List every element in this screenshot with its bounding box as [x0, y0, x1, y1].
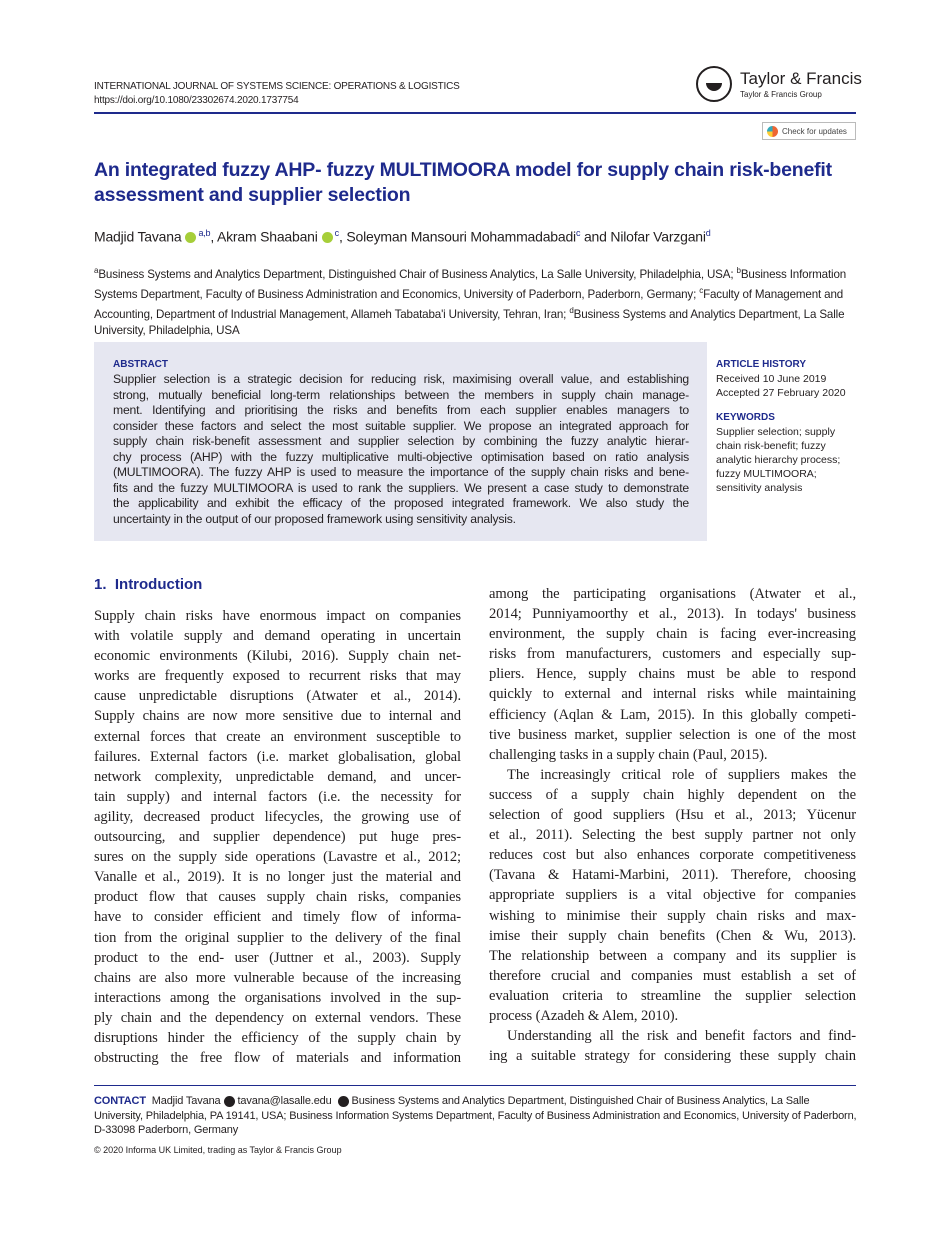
text-line: reduces cost but also enhances corporate competitiveness — [489, 847, 856, 864]
contact-name: Madjid Tavana — [151, 1095, 221, 1107]
text-line: product to the end- user (Juttner et al., 2003). Supply — [94, 949, 461, 966]
copyright: © 2020 Informa UK Limited, trading as Taylor & Francis Group — [94, 1145, 342, 1155]
text-line: environment, the supply chain is facing ever-increasing — [489, 626, 856, 643]
crossmark-icon — [767, 126, 778, 137]
affiliation: Business Systems and Analytics Department, Distinguished Chair of Business Analytics, La Salle University, Philadelphia, USA; — [98, 267, 737, 281]
text-line: Supply chains are now more sensitive due to internal and — [94, 708, 461, 725]
text-line: 2014; Punniyamoorthy et al., 2013). In todays' business — [489, 606, 856, 623]
text-line: tain supply) and internal factors (i.e. the necessity for — [94, 788, 461, 805]
text-line: quickly to external and internal risks while maintaining — [489, 686, 856, 703]
text-line: with volatile supply and demand operating in uncertain — [94, 628, 461, 645]
publisher-logo — [696, 66, 862, 102]
orcid-icon[interactable] — [322, 232, 333, 243]
contact-email[interactable]: tavana@lasalle.edu — [237, 1095, 332, 1107]
author-name: Nilofar Varzgani — [610, 228, 706, 245]
text-line: works are frequently exposed to recurrent risks that may — [94, 668, 461, 685]
affiliation: Faculty of Management and Accounting, Department of Industrial Management, Allameh Tabataba'i University, Tehran, Iran; — [94, 287, 844, 321]
author-sup: c — [334, 228, 339, 238]
affiliation: Business Information Systems Department, Faculty of Business Administration and Economics, University of Paderborn, Paderborn, Germany; — [94, 267, 847, 301]
text-line: The relationship between a company and its supplier is — [489, 947, 856, 964]
text-line: (Tavana & Hatami-Marbini, 2011). Therefore, choosing — [489, 867, 856, 884]
text-line: fits and the fuzzy MULTIMOORA is used to rank the suppliers. We present a case study to demonstrate — [113, 480, 689, 495]
abstract-heading: ABSTRACT — [113, 359, 168, 370]
text-line: et al., 2011). Selecting the best supply partner not only — [489, 827, 856, 844]
check-updates-label: Check for updates — [782, 126, 847, 136]
text-line: agility, decreased product lifecycles, the growing use of — [94, 808, 461, 825]
sep: and — [580, 228, 611, 245]
text-line: process (Azadeh & Alem, 2010). — [489, 1007, 679, 1024]
text-line: product flow that causes supply chain risks, companies — [94, 889, 461, 906]
text-line: wishing to minimise their supply chain risks and max- — [489, 907, 856, 924]
text-line: external forces that create an environment susceptible to — [94, 728, 461, 745]
received-date: Received 10 June 2019 — [716, 373, 827, 385]
affil-sup: b — [736, 266, 741, 275]
text-line: the applicability and exhibit the efficacy of the proposed integrated framework. We also study the — [113, 496, 689, 510]
text-line: appropriate suppliers is a vital objective for companies — [489, 887, 856, 904]
keyword-line: fuzzy MULTIMOORA; — [716, 468, 817, 480]
section-number: 1. — [94, 576, 107, 593]
keyword-line: sensitivity analysis — [716, 482, 803, 494]
accepted-date: Accepted 27 February 2020 — [716, 387, 846, 399]
text-line: evaluation criteria to streamline the supplier selection — [489, 987, 856, 1004]
text-line: Understanding all the risk and benefit factors and find- — [507, 1028, 856, 1045]
affiliation: Business Systems and Analytics Department, La Salle University, Philadelphia, USA — [94, 307, 845, 337]
keywords-heading: KEYWORDS — [716, 412, 775, 423]
text-line: network complexity, unpredictable demand, and uncer- — [94, 768, 461, 785]
text-line: tion from the original supplier to the delivery of the final — [94, 929, 461, 946]
text-line: consider these factors and select the most suitable supplier. We propose an integrated approach for — [113, 418, 689, 433]
article-history — [716, 358, 846, 400]
keyword-line: chain risk-benefit; fuzzy — [716, 440, 826, 452]
section-heading — [94, 576, 202, 593]
author-sup: c — [575, 228, 581, 238]
text-line: risks from manufacturers, customers and especially sup- — [489, 646, 856, 663]
paper-title: An integrated fuzzy AHP- fuzzy MULTIMOORA model for supply chain risk-benefit assessment and supplier selection — [94, 159, 832, 206]
doi-link[interactable]: https://doi.org/10.1080/23302674.2020.1737754 — [94, 95, 299, 106]
text-line: ply chain and the dependency on external vendors. These — [94, 1009, 461, 1026]
text-line: outsourcing, and supplier dependence) put huge pres- — [94, 829, 461, 846]
header-rule — [94, 112, 856, 114]
author-name: Soleyman Mansouri Mohammadabadi — [346, 228, 576, 245]
address-icon — [338, 1096, 349, 1107]
text-line: disruptions hinder the efficiency of the supply chain by — [94, 1029, 461, 1046]
contact-info — [94, 1094, 858, 1138]
text-line: efficiency (Aqlan & Lam, 2015). In this globally competi- — [489, 706, 856, 723]
publisher-group: Taylor & Francis Group — [740, 89, 822, 99]
section-title: Introduction — [114, 576, 203, 593]
text-line: tive business market, supplier selection is one of the most — [489, 726, 856, 743]
text-line: success of a supply chain highly dependent on the — [489, 786, 856, 803]
text-line: strong, mutually beneficial long-term relationships between the members in supply chain manage- — [113, 387, 689, 402]
text-line: ment. Identifying and prioritising the risks and benefits from each supplier enables managers to — [113, 403, 689, 417]
text-line: selection of good suppliers (Hsu et al., 2013; Yücenur — [489, 807, 856, 824]
email-icon — [224, 1096, 235, 1107]
text-line: The increasingly critical role of suppliers makes the — [507, 766, 856, 783]
text-line: have to consider efficient and timely flow of informa- — [94, 909, 461, 926]
text-line: among the participating organisations (Atwater et al., — [489, 586, 856, 602]
check-for-updates-button[interactable] — [762, 122, 856, 140]
text-line: obstructing the free flow of materials and information — [94, 1050, 461, 1067]
sep: , — [338, 228, 347, 245]
text-line: (MULTIMOORA). The fuzzy AHP is used to measure the importance of the supply chain risks and bene- — [113, 465, 689, 479]
sep: , — [210, 228, 217, 245]
body-right-column — [489, 584, 856, 1066]
contact-label: CONTACT — [94, 1095, 146, 1107]
article-history-heading: ARTICLE HISTORY — [716, 359, 807, 370]
affiliations — [94, 263, 858, 339]
text-line: economic environments (Kilubi, 2016). Supply chain net- — [94, 648, 461, 665]
text-line: imise their supply chain benefits (Chen & Wu, 2013). — [489, 927, 856, 944]
author-sup: a,b — [198, 228, 211, 238]
affil-sup: c — [699, 285, 704, 295]
affil-sup: d — [569, 305, 574, 315]
text-line: Vanalle et al., 2019). It is no longer just the material and — [94, 869, 461, 886]
journal-header — [94, 80, 460, 108]
text-line: challenging tasks in a supply chain (Paul, 2015). — [489, 746, 768, 763]
text-line: Supplier selection is a strategic decision for reducing risk, maximising overall value, and establishing — [113, 372, 689, 386]
orcid-icon[interactable] — [185, 232, 196, 243]
text-line: Supply chain risks have enormous impact on companies — [94, 608, 461, 624]
journal-name: INTERNATIONAL JOURNAL OF SYSTEMS SCIENCE: OPERATIONS & LOGISTICS — [94, 81, 460, 92]
text-line: cause unpredictable disruptions (Atwater et al., 2014). — [94, 688, 461, 705]
publisher-name: Taylor & Francis — [740, 68, 862, 88]
text-line: ing a suitable strategy for considering these supply chain — [489, 1048, 856, 1065]
author-name: Akram Shaabani — [216, 228, 318, 245]
text-line: chy process (AHP) with the fuzzy multiplicative multi-objective optimisation based on ratio analysis — [113, 449, 689, 464]
text-line: failures. External factors (i.e. market globalisation, global — [94, 748, 461, 765]
keyword-line: Supplier selection; supply — [716, 426, 836, 438]
author-list — [94, 228, 711, 245]
abstract-text — [113, 372, 689, 527]
text-line: supply chain risk-benefit assessment and supplier selection by combining the fuzzy analytic hierar- — [113, 434, 689, 448]
keyword-line: analytic hierarchy process; — [716, 454, 841, 466]
footer-rule — [94, 1085, 856, 1086]
teapot-logo-icon — [696, 66, 732, 102]
text-line: therefore crucial and companies must establish a set of — [489, 967, 856, 984]
body-left-column — [94, 606, 461, 1068]
text-line: uncertainty in the output of our proposed framework using sensitivity analysis. — [113, 511, 516, 526]
contact-address: Business Systems and Analytics Department, Distinguished Chair of Business Analytics, La Salle University, Philadelphia, PA 19141, USA; Business Information Systems Department, Faculty of Business Administration and Economics, University of Paderborn, D-33098 Paderborn, Germany — [94, 1095, 857, 1136]
text-line: interactions among the organisations involved in the sup- — [94, 989, 461, 1006]
affil-sup: a — [94, 266, 99, 275]
text-line: chains are also more vulnerable because of the increasing — [94, 969, 461, 986]
author-sup: d — [705, 228, 711, 238]
keywords — [716, 411, 840, 495]
author-name: Madjid Tavana — [94, 228, 182, 245]
text-line: sures on the supply side operations (Lavastre et al., 2012; — [94, 849, 461, 866]
text-line: pliers. Hence, supply chains must be able to respond — [489, 666, 856, 683]
